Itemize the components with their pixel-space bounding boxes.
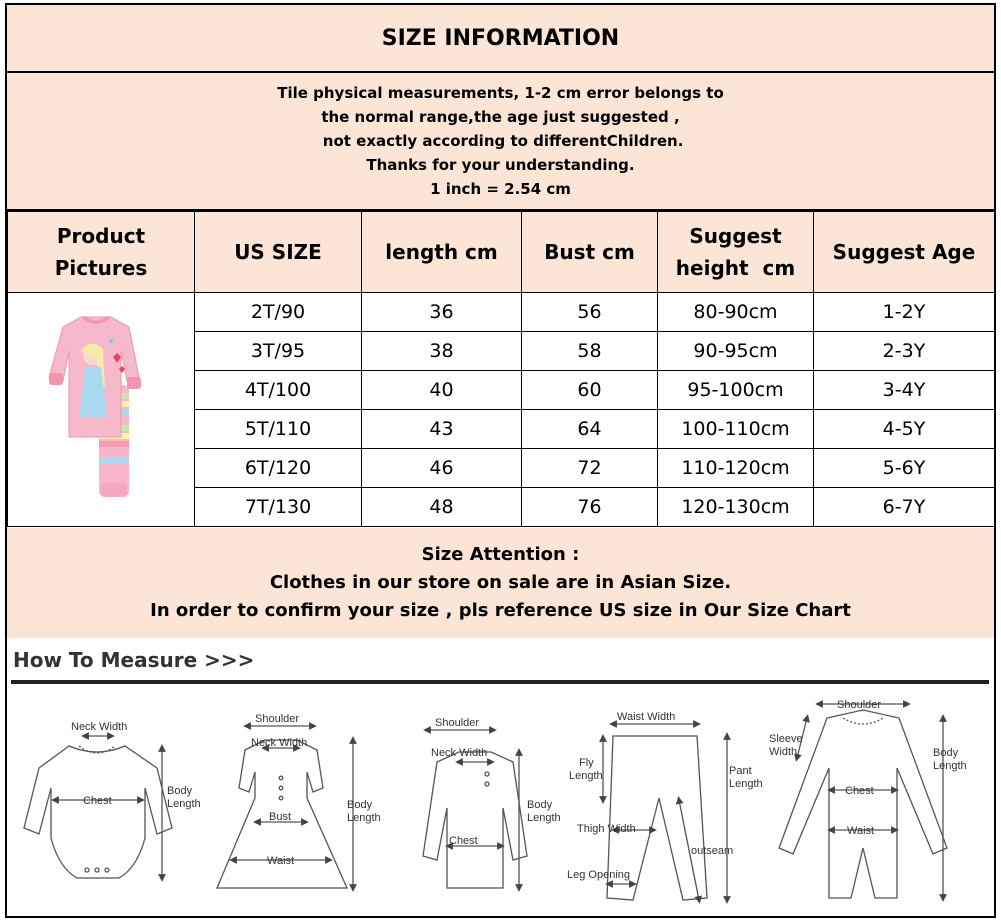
- attention-line: In order to confirm your size , pls reference US size in Our Size Chart: [150, 600, 851, 621]
- label-length: Length: [729, 778, 763, 790]
- product-picture: [8, 293, 195, 527]
- cell-age: 2-3Y: [814, 332, 995, 371]
- note-line: Tile physical measurements, 1-2 cm error belongs to: [277, 84, 724, 102]
- cell-us-size: 6T/120: [195, 449, 362, 488]
- table-header-row: [8, 212, 995, 293]
- attention-line: Size Attention :: [421, 544, 580, 565]
- cell-bust: 60: [522, 371, 658, 410]
- label-width: Width: [769, 746, 798, 758]
- cell-height: 95-100cm: [658, 371, 814, 410]
- attention-line: Clothes in our store on sale are in Asian Size.: [269, 572, 732, 593]
- label-pant: Pant: [729, 765, 752, 777]
- header-suggest-age: Suggest Age: [814, 212, 995, 293]
- header-height-line: height cm: [675, 256, 796, 280]
- cell-bust: 76: [522, 488, 658, 527]
- label-waist: Waist: [267, 855, 295, 867]
- cell-length: 48: [362, 488, 522, 527]
- cell-length: 46: [362, 449, 522, 488]
- cell-bust: 72: [522, 449, 658, 488]
- header-bust: Bust cm: [522, 212, 658, 293]
- cell-age: 1-2Y: [814, 293, 995, 332]
- label-leg-opening: Leg Opening: [567, 869, 630, 881]
- how-to-measure-title: How To Measure >>>: [13, 648, 255, 672]
- cell-us-size: 4T/100: [195, 371, 362, 410]
- header-length: length cm: [362, 212, 522, 293]
- label-length: Length: [527, 812, 561, 824]
- label-length: Length: [167, 798, 201, 810]
- label-neck-width: Neck Width: [251, 737, 308, 749]
- cell-age: 3-4Y: [814, 371, 995, 410]
- note-line: the normal range,the age just suggested ,: [321, 108, 680, 126]
- label-shoulder: Shoulder: [837, 699, 882, 711]
- header-product-pictures: Product Pictures: [8, 212, 195, 293]
- label-body: Body: [347, 799, 373, 811]
- header-height-line: Suggest: [689, 224, 782, 248]
- cell-height: 110-120cm: [658, 449, 814, 488]
- note-line: 1 inch = 2.54 cm: [430, 180, 571, 198]
- label-sleeve: Sleeve: [769, 733, 803, 745]
- table-row: [8, 293, 995, 332]
- cell-length: 38: [362, 332, 522, 371]
- cell-height: 120-130cm: [658, 488, 814, 527]
- label-shoulder: Shoulder: [435, 717, 480, 729]
- size-attention: [7, 528, 994, 638]
- label-fly: Fly: [579, 757, 594, 769]
- note-line: Thanks for your understanding.: [366, 156, 635, 174]
- cell-us-size: 5T/110: [195, 410, 362, 449]
- bodysuit-diagram: [24, 736, 172, 878]
- measure-diagrams: [7, 688, 994, 916]
- cell-us-size: 3T/95: [195, 332, 362, 371]
- cell-us-size: 2T/90: [195, 293, 362, 332]
- header-suggest-height: [658, 212, 814, 293]
- cell-us-size: 7T/130: [195, 488, 362, 527]
- label-chest: Chest: [845, 785, 874, 797]
- label-bust: Bust: [269, 811, 292, 823]
- cell-height: 80-90cm: [658, 293, 814, 332]
- cell-height: 100-110cm: [658, 410, 814, 449]
- label-waist: Waist: [847, 825, 875, 837]
- label-length: Length: [347, 812, 381, 824]
- pajama-illustration: [41, 307, 161, 507]
- measurement-notes: [7, 73, 994, 211]
- note-line: not exactly according to differentChildren.: [317, 132, 684, 150]
- cell-bust: 64: [522, 410, 658, 449]
- how-to-measure: [7, 638, 994, 916]
- cell-length: 36: [362, 293, 522, 332]
- label-body: Body: [167, 785, 193, 797]
- cell-age: 5-6Y: [814, 449, 995, 488]
- cell-age: 6-7Y: [814, 488, 995, 527]
- label-length: Length: [569, 770, 603, 782]
- label-length: Length: [933, 760, 967, 772]
- label-neck-width: Neck Width: [71, 721, 128, 733]
- cell-age: 4-5Y: [814, 410, 995, 449]
- page-title: SIZE INFORMATION: [7, 5, 994, 73]
- header-us-size: US SIZE: [195, 212, 362, 293]
- label-chest: Chest: [449, 835, 478, 847]
- label-thigh-width: Thigh Width: [577, 823, 636, 835]
- label-chest: Chest: [83, 795, 112, 807]
- divider: [11, 680, 989, 684]
- size-chart: [5, 3, 996, 918]
- cell-length: 40: [362, 371, 522, 410]
- size-table: [7, 211, 995, 527]
- cell-bust: 56: [522, 293, 658, 332]
- label-shoulder: Shoulder: [255, 713, 300, 725]
- romper-diagram: [779, 704, 947, 898]
- label-waist-width: Waist Width: [617, 711, 676, 723]
- label-body: Body: [933, 747, 959, 759]
- cell-height: 90-95cm: [658, 332, 814, 371]
- cell-bust: 58: [522, 332, 658, 371]
- label-outseam: outseam: [691, 845, 734, 857]
- cell-length: 43: [362, 410, 522, 449]
- label-neck-width: Neck Width: [431, 747, 488, 759]
- label-body: Body: [527, 799, 553, 811]
